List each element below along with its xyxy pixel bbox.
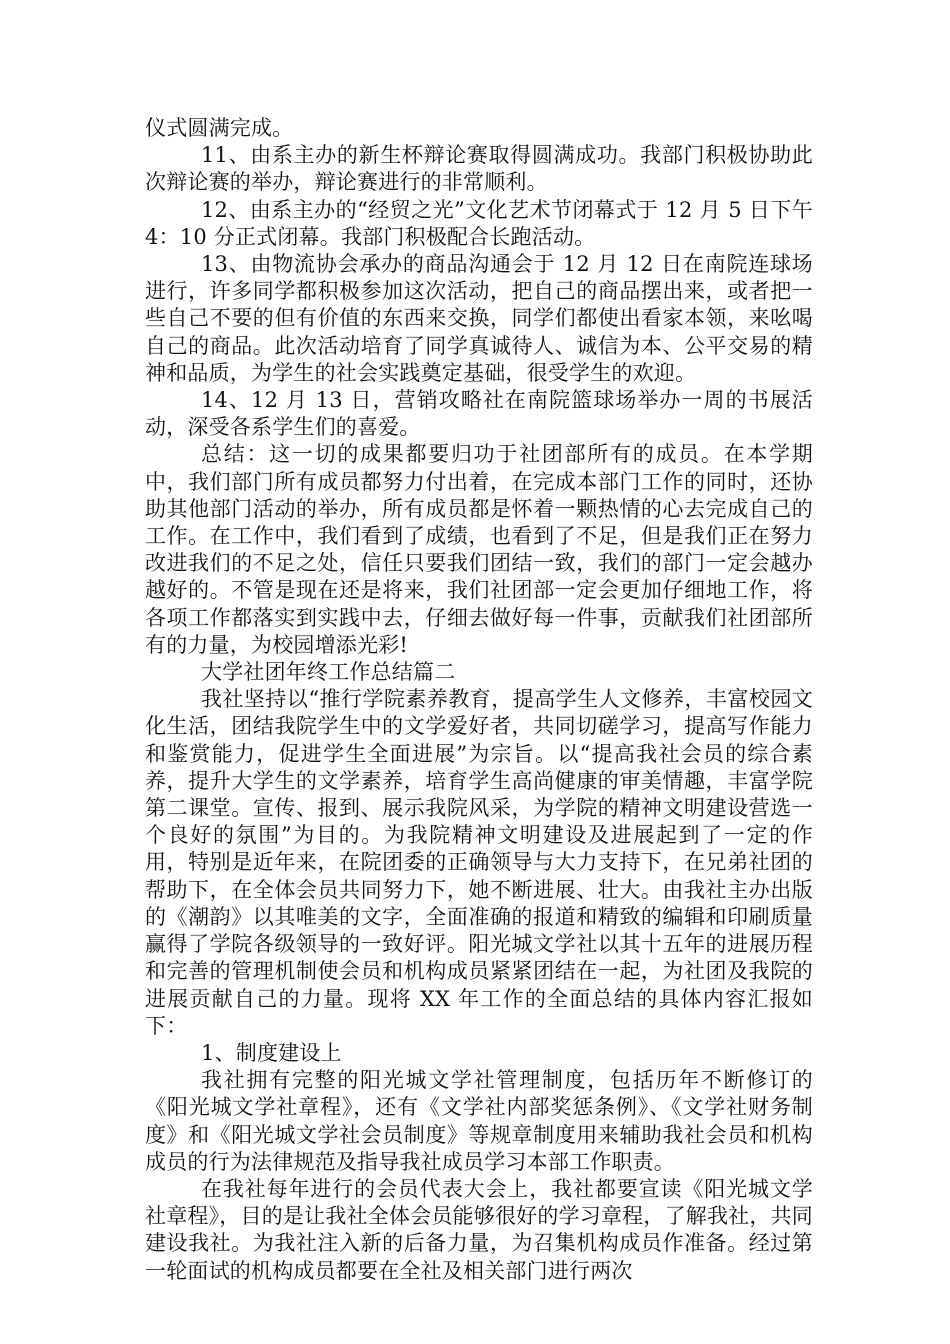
- paragraph-item-13: 13、由物流协会承办的商品沟通会于 12 月 12 日在南院连球场进行，许多同学都积极参加这次活动，把自己的商品摆出来，或者把一些自己不要的但有价值的东西来交换，同学们都使出看家本领，来吆喝自己的商品。此次活动培育了同学真诚待人、诚信为本、公平交易的精神和品质，为学生的社会实践奠定基础，很受学生的欢迎。: [145, 252, 813, 385]
- paragraph-item-14: 14、12 月 13 日，营销攻略社在南院篮球场举办一周的书展活动，深受各系学生们的喜爱。: [145, 388, 813, 440]
- paragraph-ceremony-complete: 仪式圆满完成。: [145, 116, 294, 140]
- section-heading-part-two: 大学社团年终工作总结篇二: [201, 660, 456, 685]
- paragraph-member-congress: 在我社每年进行的会员代表大会上，我社都要宣读《阳光城文学社章程》，目的是让我社全体会员能够很好的学习章程，了解我社，共同建设我社。为我社注入新的后备力量，为召集机构成员作准备。经过第一轮面试的机构成员都要在全社及相关部门进行两次: [145, 1176, 813, 1283]
- subheading-system-construction: 1、制度建设上: [201, 1040, 342, 1065]
- paragraph-item-11: 11、由系主办的新生杯辩论赛取得圆满成功。我部门积极协助此次辩论赛的举办，辩论赛进行的非常顺利。: [145, 143, 813, 195]
- paragraph-item-12: 12、由系主办的“经贸之光”文化艺术节闭幕式于 12 月 5 日下午 4：10 分正式闭幕。我部门积极配合长跑活动。: [145, 197, 813, 249]
- document-body: [145, 115, 813, 1285]
- paragraph-summary: 总结：这一切的成果都要归功于社团部所有的成员。在本学期中，我们部门所有成员都努力付出着，在完成本部门工作的同时，还协助其他部门活动的举办，所有成员都是怀着一颗热情的心去完成自己的工作。在工作中，我们看到了成绩，也看到了不足，但是我们正在努力改进我们的不足之处，信任只要我们团结一致，我们的部门一定会越办越好的。不管是现在还是将来，我们社团部一定会更加仔细地工作，将各项工作都落实到实践中去，仔细去做好每一件事，贡献我们社团部所有的力量，为校园增添光彩!: [145, 442, 813, 657]
- paragraph-management-rules: 我社拥有完整的阳光城文学社管理制度，包括历年不断修订的《阳光城文学社章程》，还有《文学社内部奖惩条例》、《文学社财务制度》和《阳光城文学社会员制度》等规章制度用来辅助我社会员和机构成员的行为法律规范及指导我社成员学习本部工作职责。: [145, 1068, 813, 1174]
- paragraph-club-intro: 我社坚持以“推行学院素养教育，提高学生人文修养，丰富校园文化生活，团结我院学生中的文学爱好者，共同切磋学习，提高写作能力和鉴赏能力，促进学生全面进展”为宗旨。以“提高我社会员的综合素养，提升大学生的文学素养，培育学生高尚健康的审美情趣，丰富学院第二课堂。宣传、报到、展示我院风采，为学院的精神文明建设营选一个良好的氛围”为目的。为我院精神文明建设及进展起到了一定的作用，特别是近年来，在院团委的正确领导与大力支持下，在兄弟社团的帮助下，在全体会员共同努力下，她不断进展、壮大。由我社主办出版的《潮韵》以其唯美的文字，全面准确的报道和精致的编辑和印刷质量赢得了学院各级领导的一致好评。阳光城文学社以其十五年的进展历程和完善的管理机制使会员和机构成员紧紧团结在一起，为社团及我院的进展贡献自己的力量。现将 XX 年工作的全面总结的具体内容汇报如下：: [145, 687, 813, 1038]
